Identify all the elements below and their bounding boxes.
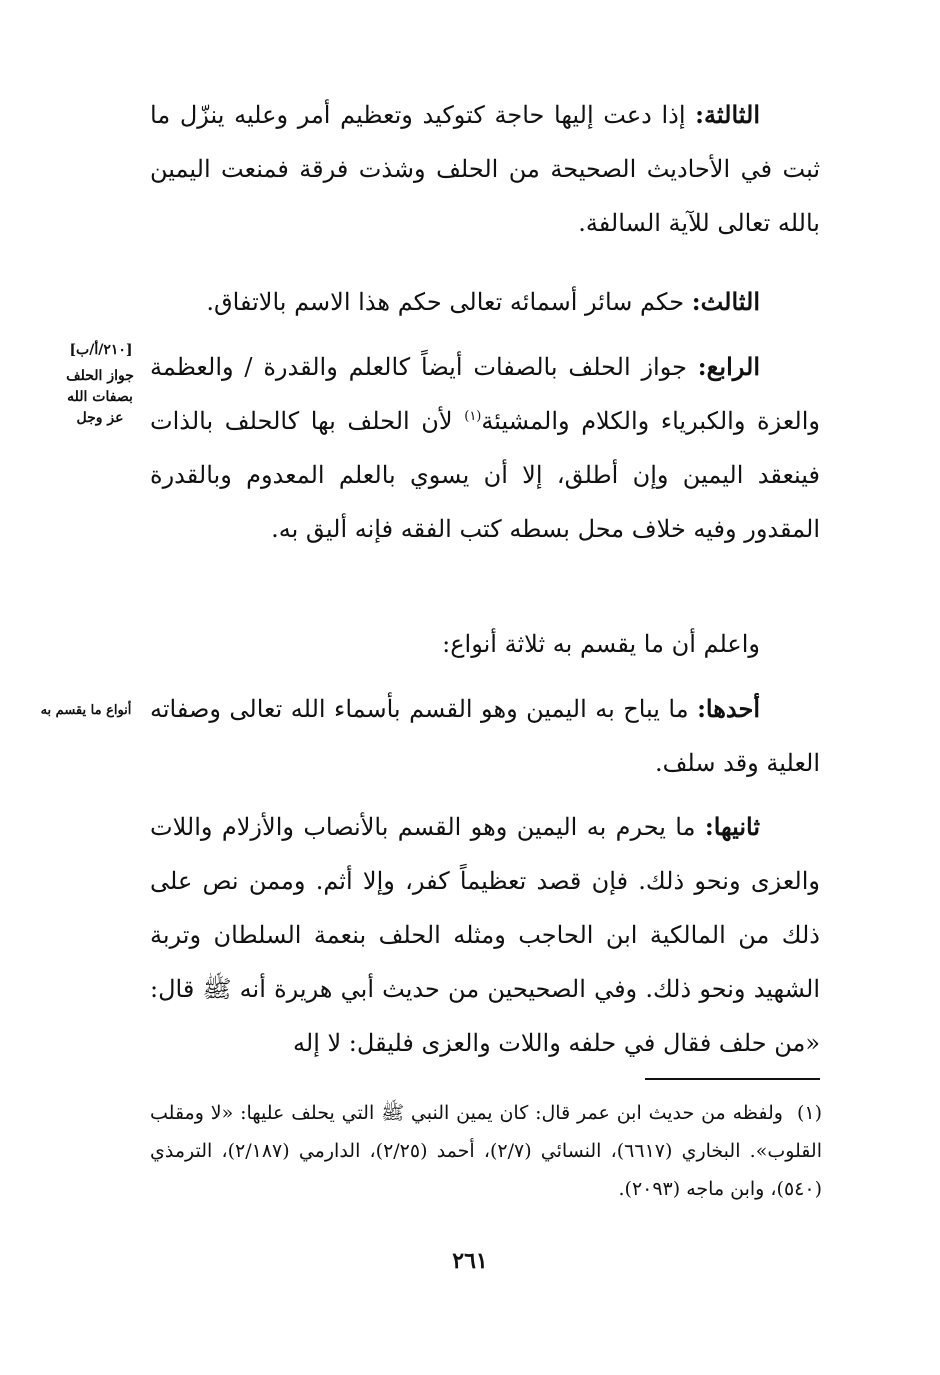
paragraph-lead: ثانيها:	[704, 812, 760, 841]
paragraph-text: جواز الحلف بالصفات أيضاً كالعلم والقدرة / والعظمة والعزة والكبرياء والكلام والمشيئة	[150, 353, 820, 435]
paragraph-third-masculine	[150, 275, 820, 329]
paragraph-text: واعلم أن ما يقسم به ثلاثة أنواع:	[442, 630, 760, 658]
paragraph-lead: أحدها:	[697, 694, 760, 723]
footnote	[150, 1094, 822, 1208]
paragraph-text: لأن الحلف بها كالحلف بالذات فينعقد اليمين وإن أطلق، إلا أن يسوي بالعلم المعدوم وبالقدرة المقدور وفيه خلاف محل بسطه كتب الفقه فإنه أليق به.	[150, 407, 820, 543]
paragraph-lead: الرابع:	[697, 352, 760, 381]
margin-note-line: بصفات الله	[67, 389, 133, 405]
margin-note-swearing-attributes	[52, 366, 148, 429]
margin-note-line: جواز الحلف	[66, 368, 134, 384]
footnote-separator	[645, 1078, 820, 1080]
paragraph-third-feminine	[150, 88, 820, 250]
paragraph-text: إذا دعت إليها حاجة كتوكيد وتعظيم أمر وعليه ينزّل ما ثبت في الأحاديث الصحيحة من الحلف وشذت فرقة فمنعت اليمين بالله تعالى للآية السالفة.	[150, 101, 821, 237]
paragraph-first-kind	[150, 682, 820, 790]
footnote-number: (١)	[796, 1102, 822, 1124]
paragraph-fourth	[150, 340, 820, 556]
page-number: ٢٦١	[452, 1248, 488, 1274]
paragraph-lead: الثالثة:	[695, 100, 760, 129]
paragraph-know	[150, 617, 820, 671]
margin-note-line: عز وجل	[76, 410, 124, 426]
paragraph-text: ما يباح به اليمين وهو القسم بأسماء الله تعالى وصفاته العلية وقد سلف.	[150, 695, 820, 777]
margin-note-folio: [٢١٠/أ/ب]	[69, 342, 133, 358]
paragraph-second-kind	[150, 800, 820, 1070]
footnote-reference[interactable]: (١)	[464, 409, 482, 424]
paragraph-text: حكم سائر أسمائه تعالى حكم هذا الاسم بالاتفاق.	[206, 288, 692, 316]
paragraph-text: ما يحرم به اليمين وهو القسم بالأنصاب والأزلام واللات والعزى ونحو ذلك. فإن قصد تعظيماً كفر، وإلا أثم. وممن نص على ذلك من المالكية ابن الحاجب ومثله الحلف بنعمة السلطان وتربة الشهيد ونحو ذلك. وفي الصحيحين من حديث أبي هريرة أنه ﷺ قال: «من حلف فقال في حلفه واللات والعزى فليقل: لا إله	[150, 813, 821, 1057]
footnote-text: ولفظه من حديث ابن عمر قال: كان يمين النبي ﷺ التي يحلف عليها: «لا ومقلب القلوب». البخاري (٦٦١٧)، النسائي (٢/٧)، أحمد (٢/٢٥)، الدارمي (٢/١٨٧)، الترمذي (٥٤٠)، وابن ماجه (٢٠٩٣).	[150, 1102, 822, 1200]
paragraph-lead: الثالث:	[691, 287, 760, 316]
margin-note-kinds: أنواع ما يقسم به	[40, 703, 132, 718]
